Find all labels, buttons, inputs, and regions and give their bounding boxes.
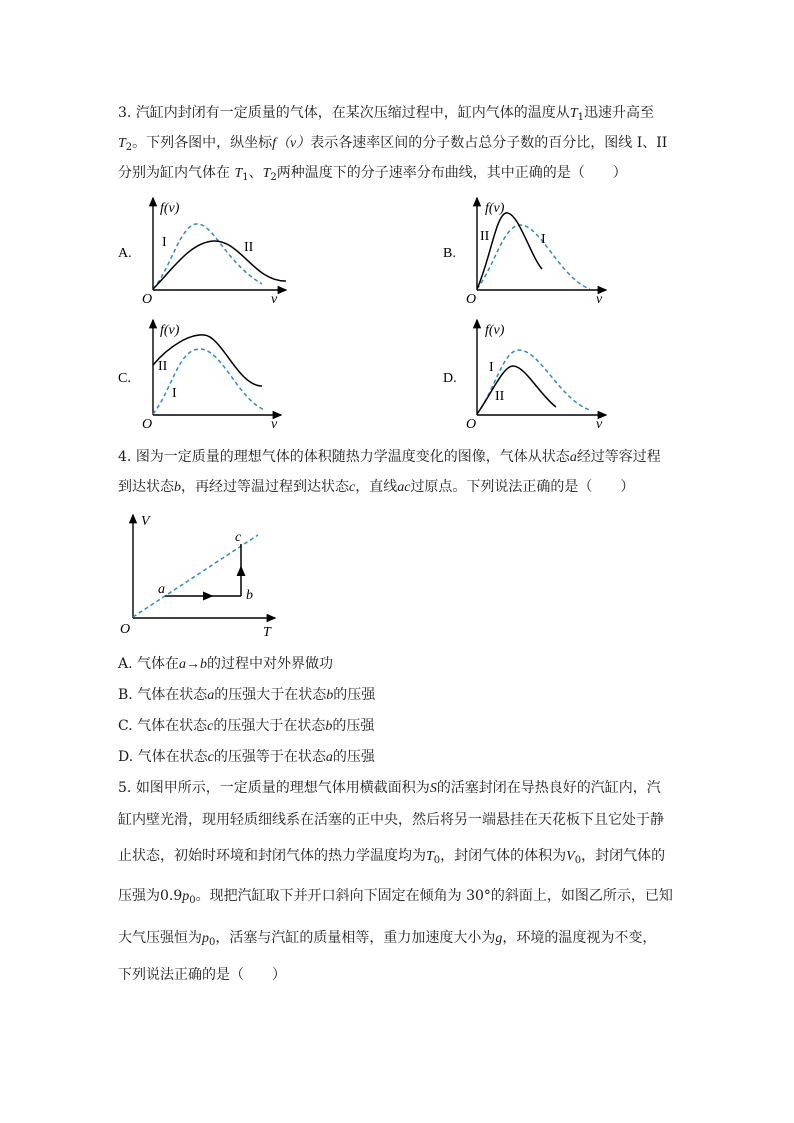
q4-option-c[interactable]: C. 气体在状态c的压强大于在状态b的压强 <box>118 718 375 734</box>
q5-number: 5. <box>118 780 132 796</box>
q4-point-c: c <box>235 530 242 545</box>
q4-v-label: V <box>141 514 150 529</box>
q5-line-4: 压强为$0.9p_0$。现把汽缸取下并开口斜向下固定在倾角为 30°的斜面上，如图乙所示，已知 <box>118 888 673 906</box>
q4-number: 4. <box>118 449 132 465</box>
graph-c-origin: O <box>142 417 153 432</box>
graph-d-ylabel: f(v) <box>485 323 505 338</box>
graph-b-ylabel: f(v) <box>485 201 505 216</box>
graph-a-label-i: I <box>162 235 167 250</box>
graph-a-label-ii: II <box>244 240 254 255</box>
graph-a-label: A. <box>118 246 132 261</box>
q5-line-2: 缸内壁光滑，现用轻质细线系在活塞的正中央，然后将另一端悬挂在天花板下且它处于静 <box>118 812 664 828</box>
graph-d-origin: O <box>466 417 477 432</box>
graph-b-label-ii: II <box>480 229 490 244</box>
graph-b-label: B. <box>443 246 456 261</box>
graph-d-label-i: I <box>489 360 494 375</box>
graph-d-label: D. <box>443 371 457 386</box>
graph-c-label-i: I <box>172 386 177 401</box>
q4-origin-label: O <box>120 622 131 637</box>
q3-line-1: 3. 汽缸内封闭有一定质量的气体，在某次压缩过程中，缸内气体的温度从$T_1$迅速升高至 <box>118 105 654 123</box>
graph-a-xlabel: v <box>271 292 278 307</box>
q5-line-6: 下列说法正确的是（ ） <box>118 967 286 983</box>
q5-line-3: 止状态，初始时环境和封闭气体的热力学温度均为$T_0$，封闭气体的体积为$V_0$，封闭气体的 <box>118 848 666 866</box>
q3-number: 3. <box>118 105 132 121</box>
q5-line-5: 大气压强恒为$p_0$，活塞与汽缸的质量相等，重力加速度大小为g，环境的温度视为不变， <box>118 930 657 948</box>
q4-point-b: b <box>246 588 253 603</box>
graph-a-origin: O <box>142 292 153 307</box>
graph-b-origin: O <box>466 292 477 307</box>
q4-point-a: a <box>158 582 165 597</box>
graph-c-label-ii: II <box>158 359 168 374</box>
q4-line-ac <box>133 535 258 617</box>
q4-line-2: 到达状态b，再经过等温过程到达状态c，直线ac过原点。下列说法正确的是（ ） <box>118 479 635 495</box>
graph-b-xlabel: v <box>596 292 603 307</box>
q4-option-b[interactable]: B. 气体在状态a的压强大于在状态b的压强 <box>118 687 376 703</box>
q4-t-label: T <box>263 625 271 640</box>
graph-d-label-ii: II <box>495 389 505 404</box>
graph-c-ylabel: f(v) <box>160 323 180 338</box>
q3-line-3: 分别为缸内气体在 $T_1$、$T_2$两种温度下的分子速率分布曲线，其中正确的是（ ） <box>118 165 627 183</box>
q5-line-1: 5. 如图甲所示，一定质量的理想气体用横截面积为S的活塞封闭在导热良好的汽缸内，汽 <box>118 780 661 796</box>
graph-c-label: C. <box>118 371 131 386</box>
graph-b-label-i: I <box>541 232 546 247</box>
q4-line-1: 4. 图为一定质量的理想气体的体积随热力学温度变化的图像，气体从状态a经过等容过程 <box>118 449 661 465</box>
q4-option-a[interactable]: A. 气体在a→b的过程中对外界做功 <box>118 656 334 672</box>
q3-line-2: $T_2$。下列各图中，纵坐标f（v）表示各速率区间的分子数占总分子数的百分比，图线 I、II <box>118 135 668 153</box>
graph-a-ylabel: f(v) <box>160 201 180 216</box>
graph-d-xlabel: v <box>596 417 603 432</box>
q4-option-d[interactable]: D. 气体在状态c的压强等于在状态a的压强 <box>118 749 375 765</box>
graph-c-xlabel: v <box>271 417 278 432</box>
